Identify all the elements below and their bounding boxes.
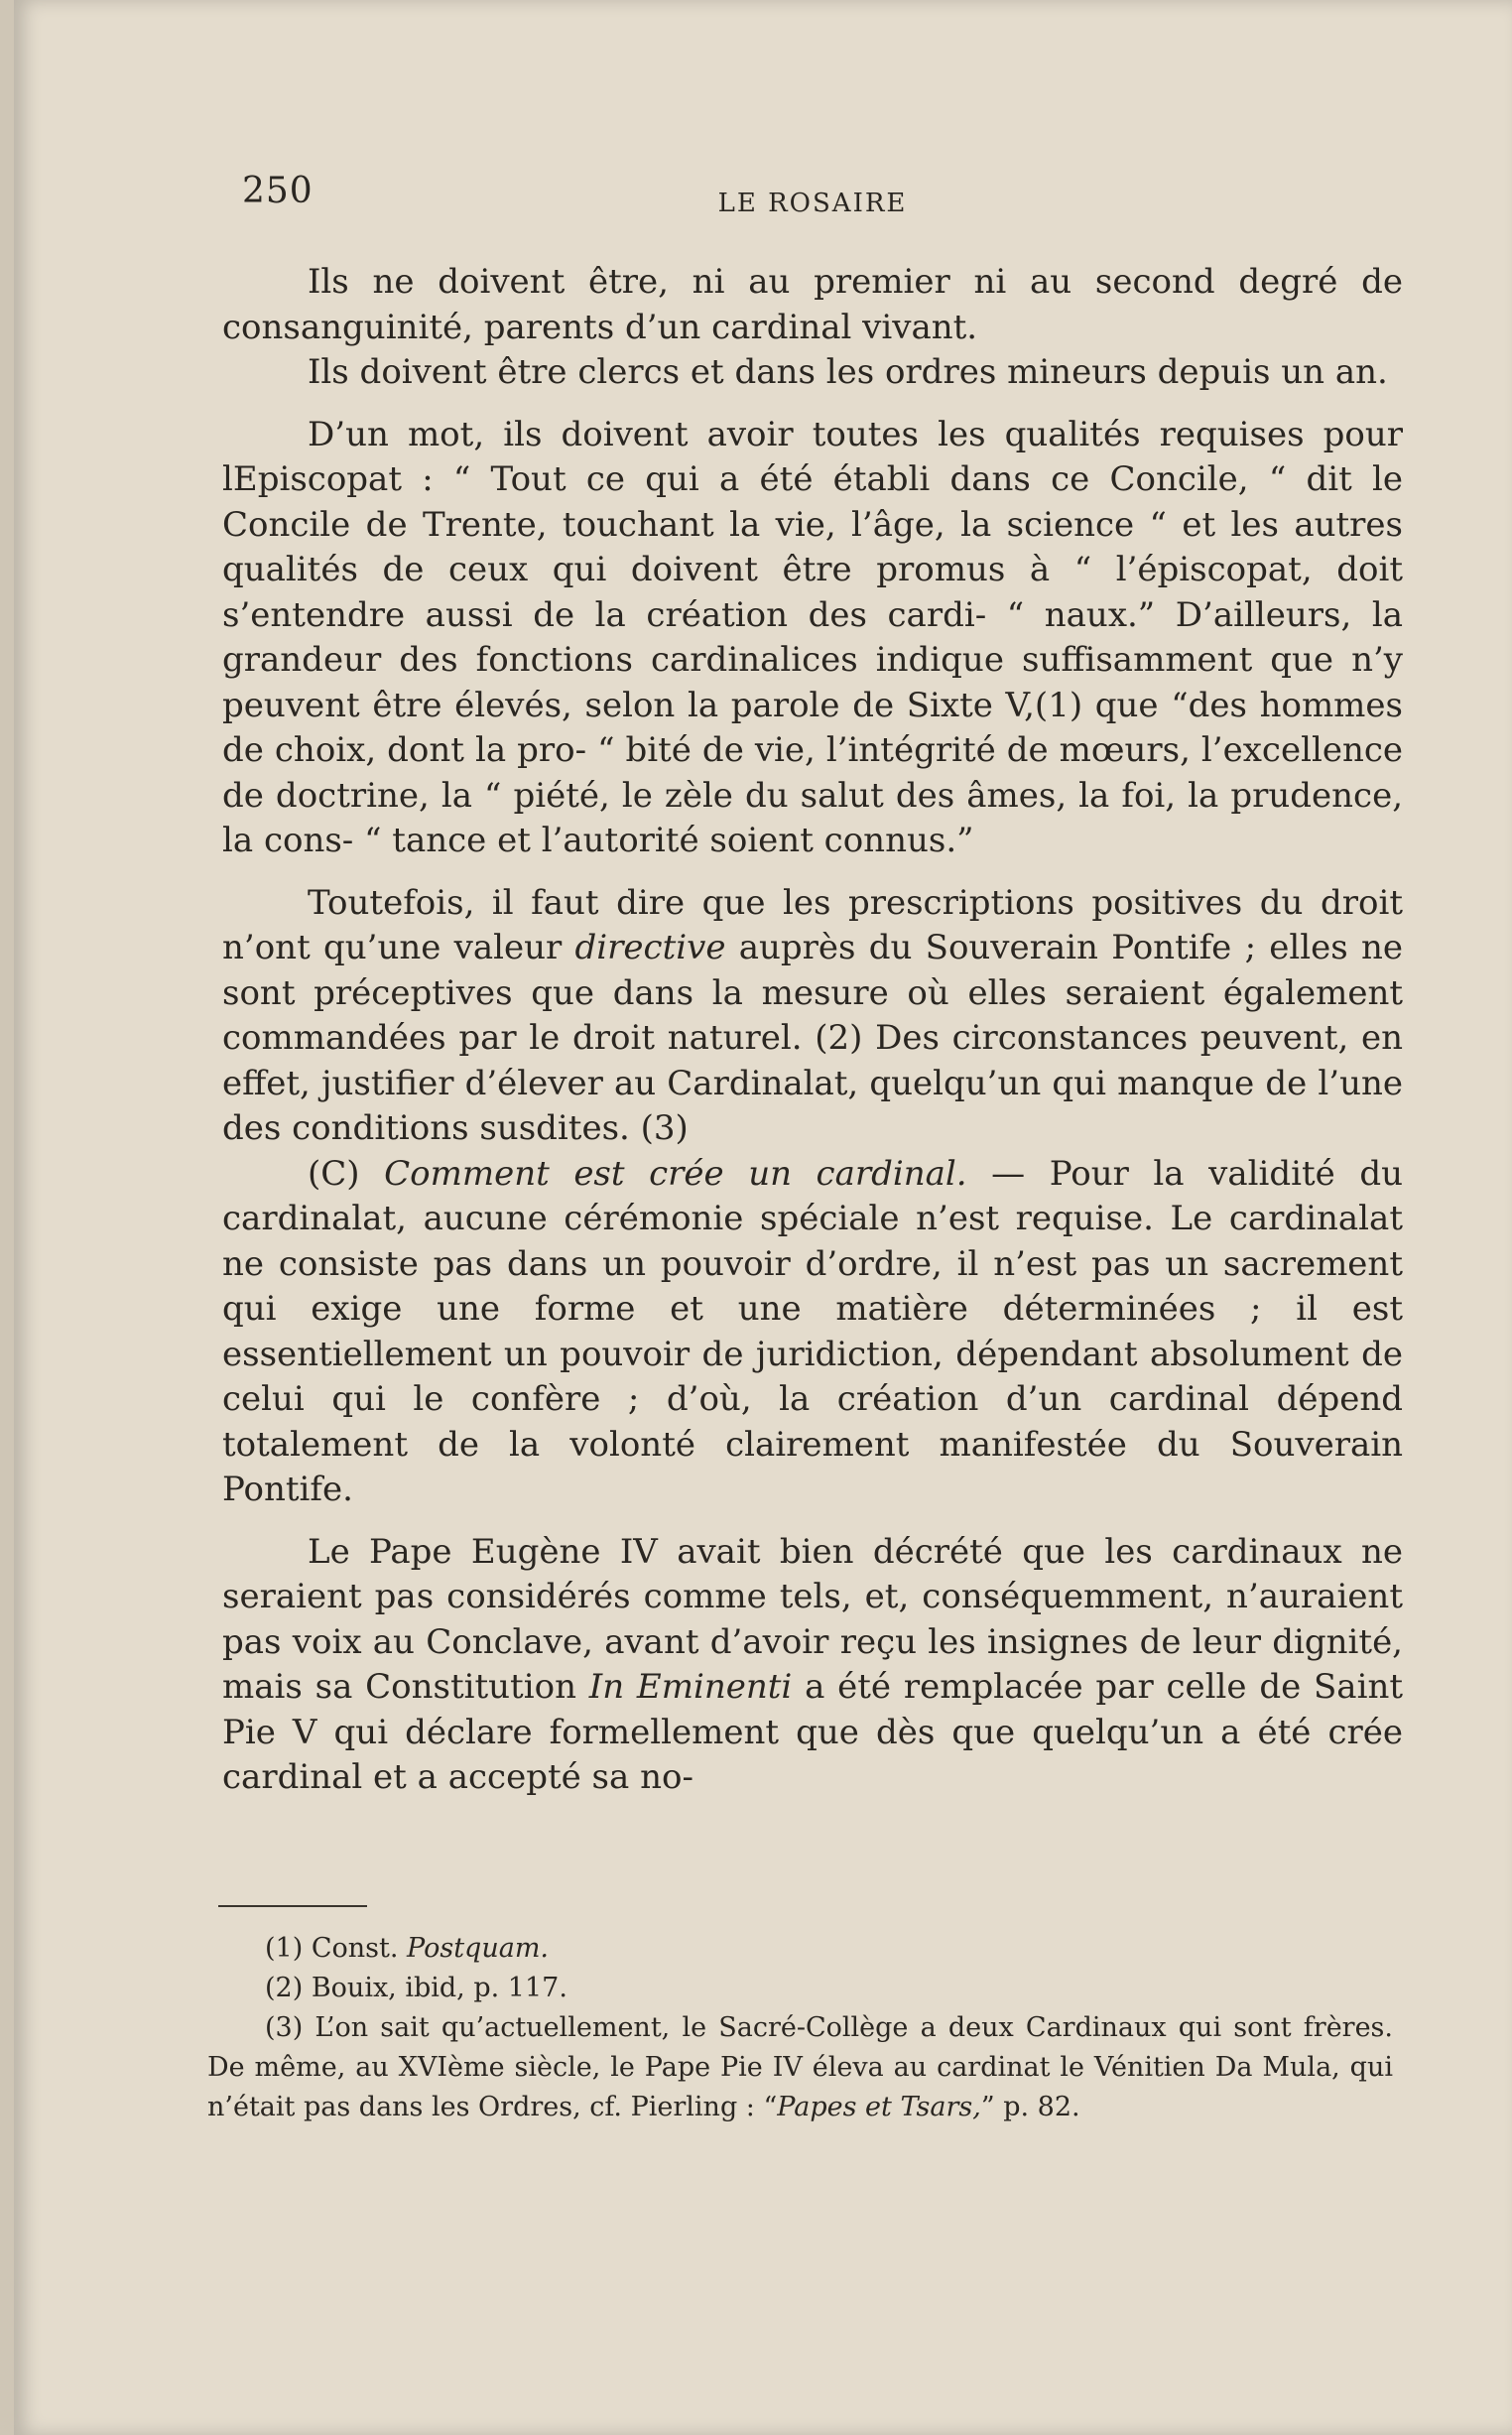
paragraph-4-italic: directive: [574, 928, 726, 967]
footnote-divider: [218, 1905, 367, 1907]
paragraph-4-text-a: Toutefois, il faut dire que les prescriptions positives du droit n’ont qu’une valeur: [222, 882, 1403, 967]
footnote-1-italic: Postquam.: [407, 1933, 550, 1964]
page-number: 250: [242, 171, 314, 211]
footnote-3-text-a: (3) L’on sait qu’actuellement, le Sacré-Collège a deux Cardinaux qui sont frères. De même, au XVIème siècle, le Pape Pie IV éleva au cardinat le Vénitien Da Mula, qui n’était pas dans les Ordres, cf. Pierling : “: [207, 2012, 1393, 2122]
paragraph-5-text-a: (C): [308, 1153, 385, 1194]
paragraph-4-text-b: auprès du Souverain Pontife ; elles ne sont préceptives que dans la mesure où elles seraient également commandées par le droit naturel. (2) Des circonstances peuvent, en effet, justifier d’élever au Cardinalat, quelqu’un qui manque de l’une des conditions susdites. (3): [222, 928, 1403, 1148]
paragraph-5-text-b: — Pour la validité du cardinalat, aucune cérémonie spéciale n’est requise. Le cardinalat ne consiste pas dans un pouvoir d’ordre, il n’est pas un sacrement qui exige une forme et une matière déterminées ; il est essentiellement un pouvoir de juridiction, dépendant absolument de celui qui le confère ; d’où, la création d’un cardinal dépend totalement de la volonté clairement manifestée du Souverain Pontife.: [222, 1153, 1403, 1509]
footnote-3-italic: Papes et Tsars,: [777, 2092, 981, 2122]
paragraph-5-italic: Comment est crée un cardinal.: [384, 1153, 967, 1194]
paragraph-1: Ils ne doivent être, ni au premier ni au second degré de consanguinité, parents d’un cardinal vivant.: [222, 262, 1403, 347]
paragraph-6: [222, 1530, 1403, 1801]
paragraph-2: Ils doivent être clercs et dans les ordres mineurs depuis un an.: [308, 352, 1388, 392]
footnote-2: [207, 1969, 1393, 2008]
paragraph-4: [222, 881, 1403, 1152]
book-page: [14, 0, 1512, 2435]
running-head: LE ROSAIRE: [717, 189, 908, 218]
page-header: [227, 171, 1398, 230]
paragraph-6-text-a: Le Pape Eugène IV avait bien décrété que les cardinaux ne seraient pas considérés comme tels, et, conséquemment, n’auraient pas voix au Conclave, avant d’avoir reçu les insignes de leur dignité, mais sa Constitution: [222, 1531, 1403, 1707]
paragraph-5: [222, 1152, 1403, 1513]
footnote-1: [207, 1929, 1393, 1969]
footnote-2-text: (2) Bouix, ibid, p. 117.: [265, 1973, 567, 2003]
paragraph-3: D’un mot, ils doivent avoir toutes les qualités requises pour lEpiscopat : “ Tout ce qui a été établi dans ce Concile, “ dit le Concile de Trente, touchant la vie, l’âge, la science “ et les autres qualités de ceux qui doivent être promus à “ l’épiscopat, doit s’entendre aussi de la création des cardi- “ naux.” D’ailleurs, la grandeur des fonctions cardinalices indique suffisamment que n’y peuvent être élevés, selon la parole de Sixte V,(1) que “des hommes de choix, dont la pro- “ bité de vie, l’intégrité de mœurs, l’excellence de doctrine, la “ piété, le zèle du salut des âmes, la foi, la prudence, la cons- “ tance et l’autorité soient connus.”: [222, 414, 1403, 860]
footnote-3-text-b: ” p. 82.: [980, 2092, 1080, 2122]
footnote-1-text: (1) Const.: [265, 1933, 408, 1964]
footnote-3: [207, 2008, 1393, 2127]
body-text: [222, 260, 1403, 1818]
paragraph-6-text-b: a été remplacée par celle de Saint Pie V qui déclare formellement que dès que quelqu’un a été crée cardinal et a accepté sa no-: [222, 1667, 1404, 1797]
footnotes: [207, 1929, 1393, 2127]
paragraph-6-italic: In Eminenti: [588, 1667, 793, 1707]
